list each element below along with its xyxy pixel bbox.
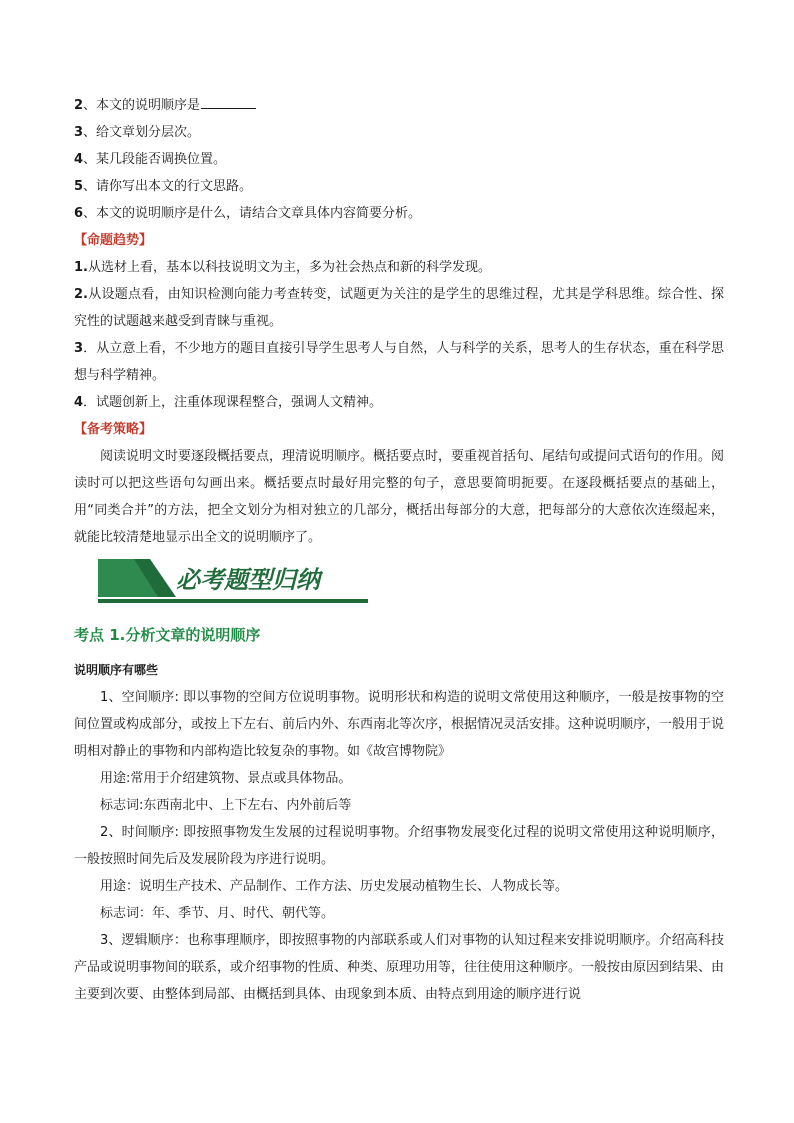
question-4 [74, 146, 724, 173]
question-text: 、某几段能否调换位置。 [83, 152, 227, 167]
trend-item-4 [74, 389, 724, 416]
paragraph-time-usage: 用途：说明生产技术、产品制作、工作方法、历史发展动植物生长、人物成长等。 [100, 879, 569, 894]
strategy-heading: 【备考策略】 [74, 422, 153, 437]
trend-item-1 [74, 254, 724, 281]
question-2 [74, 92, 724, 119]
trend-heading: 【命题趋势】 [74, 233, 153, 248]
strategy-body: 阅读说明文时要逐段概括要点，理清说明顺序。概括要点时，要重视首括句、尾结句或提问式语句的作用。阅读时可以把这些语句勾画出来。概括要点时最好用完整的句子，意思要简明扼要。在逐段概括要点的基础上，用“同类合并”的方法，把全文划分为相对独立的几部分，概括出每部分的大意，把每部分的大意依次连缀起来，就能比较清楚地显示出全文的说明顺序了。 [74, 449, 725, 545]
question-text: 、本文的说明顺序是 [83, 98, 201, 113]
paragraph-spatial-usage: 用途:常用于介绍建筑物、景点或具体物品。 [100, 771, 352, 786]
trend-item-2 [74, 281, 724, 335]
question-text: 、给文章划分层次。 [83, 125, 201, 140]
question-number: 2 [74, 98, 84, 113]
trend-item-number: 1. [74, 260, 88, 275]
question-number: 6 [74, 206, 84, 221]
question-text: 、本文的说明顺序是什么，请结合文章具体内容简要分析。 [83, 206, 422, 221]
question-number: 5 [74, 179, 84, 194]
paragraph-logic-order: 3、逻辑顺序：也称事理顺序，即按照事物的内部联系或人们对事物的认知过程来安排说明顺序。介绍高科技产品或说明事物间的联系，或介绍事物的性质、种类、原理功用等，往往使用这种顺序。一般按由原因到结果、由主要到次要、由整体到局部、由概括到具体、由现象到本质、由特点到用途的顺序进行说 [74, 933, 725, 1002]
banner-text: 必考题型归纳 [176, 565, 320, 594]
subsection-heading: 说明顺序有哪些 [74, 663, 159, 677]
section-banner [74, 559, 374, 609]
question-number: 3 [74, 125, 84, 140]
trend-item-number: 4 [74, 395, 84, 410]
question-text: 、请你写出本文的行文思路。 [83, 179, 253, 194]
kaodian-title: 考点 1.分析文章的说明顺序 [74, 626, 261, 644]
question-number: 4 [74, 152, 84, 167]
paragraph-time-order: 2、时间顺序: 即按照事物发生发展的过程说明事物。介绍事物发展变化过程的说明文常使用这种说明顺序，一般按照时间先后及发展阶段为序进行说明。 [74, 825, 724, 867]
paragraph-spatial-keywords: 标志词:东西南北中、上下左右、内外前后等 [100, 798, 352, 813]
trend-item-text: 从选材上看，基本以科技说明文为主，多为社会热点和新的科学发现。 [87, 260, 491, 275]
document-page [74, 92, 724, 1008]
question-3 [74, 119, 724, 146]
question-6 [74, 200, 724, 227]
trend-item-3 [74, 335, 724, 389]
answer-blank [201, 107, 256, 109]
question-5 [74, 173, 724, 200]
banner-underline [98, 599, 368, 603]
paragraph-time-keywords: 标志词：年、季节、月、时代、朝代等。 [100, 906, 335, 921]
trend-item-number: 3 [74, 341, 84, 356]
banner-graphic [98, 559, 374, 607]
trend-item-text: 从设题点看，由知识检测向能力考查转变，试题更为关注的是学生的思维过程，尤其是学科思维。综合性、探究性的试题越来越受到青睐与重视。 [74, 287, 724, 329]
trend-item-text: ．从立意上看，不少地方的题目直接引导学生思考人与自然，人与科学的关系，思考人的生存状态，重在科学思想与科学精神。 [74, 341, 724, 383]
paragraph-spatial-order: 1、空间顺序: 即以事物的空间方位说明事物。说明形状和构造的说明文常使用这种顺序，一般是按事物的空间位置或构成部分，或按上下左右、前后内外、东西南北等次序，根据情况灵活安排。这种说明顺序，一般用于说明相对静止的事物和内部构造比较复杂的事物。如《故宫博物院》 [74, 690, 725, 759]
trend-item-text: ．试题创新上，注重体现课程整合，强调人文精神。 [83, 395, 383, 410]
trend-item-number: 2. [74, 287, 88, 302]
